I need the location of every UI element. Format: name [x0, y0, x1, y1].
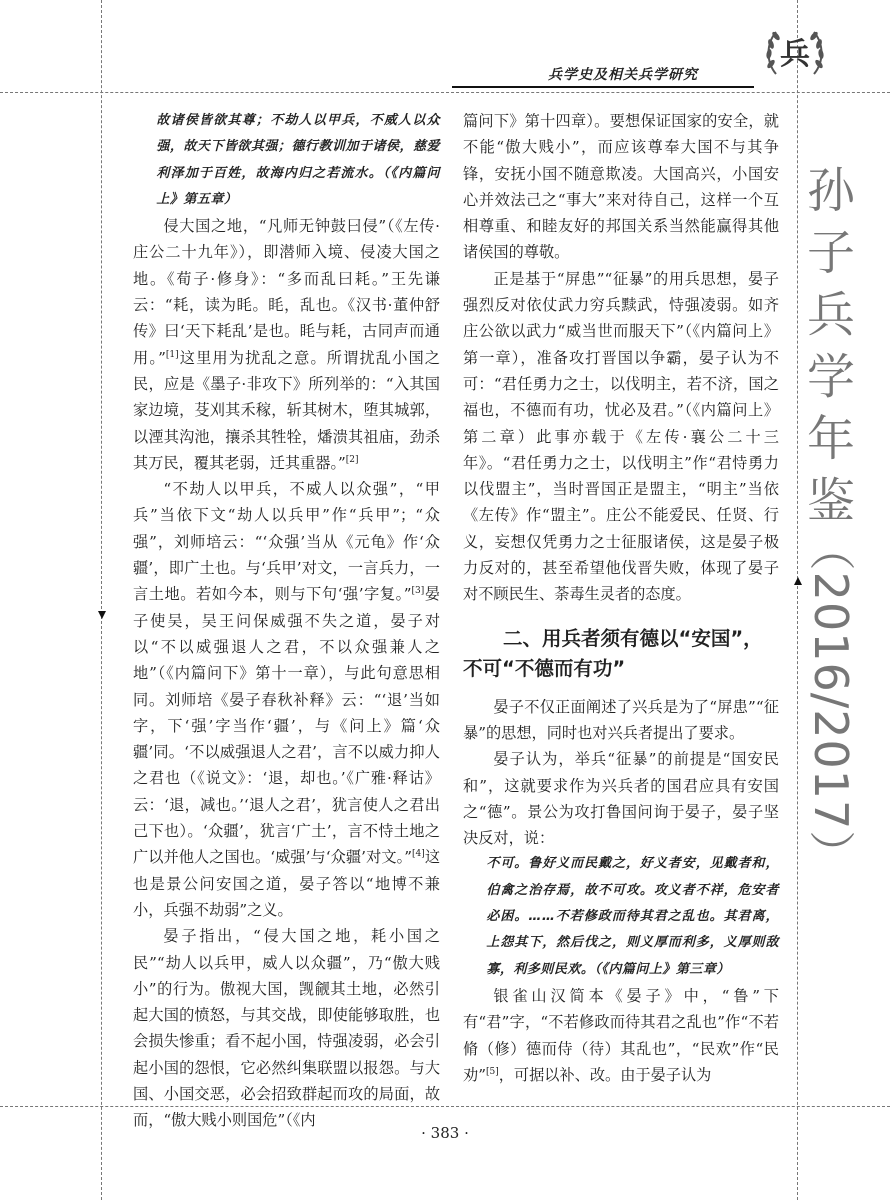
left-arrow-marker — [98, 611, 106, 619]
running-header-title: 兵学史及相关兵学研究 — [548, 67, 698, 83]
page-number: · 383 · — [421, 1124, 469, 1142]
footnote-ref: [5] — [485, 1066, 499, 1077]
logo-glyph: 兵 — [780, 37, 810, 72]
side-title-char: 孙 — [806, 163, 855, 219]
side-title-char: 兵 — [806, 287, 855, 343]
side-title-year: （2016/2017） — [804, 524, 858, 878]
body-paragraph: 晏子不仅正面阐述了兴兵是为了“屏患”“征暴”的思想，同时也对兴兵者提出了要求。 — [463, 697, 779, 742]
body-paragraph: 晏子指出，“侵大国之地，耗小国之民”“劫人以兵甲，威人以众疆”，乃“傲大贱小”的行为。傲视大国，觊觎其土地，必然引起大国的愤怒，与其交战，即使能够取胜，也会损失惨重；看不起小国，恃强凌弱，必会引起小国的怨恨，它必然纠集联盟以报怨。与大国、小国交恶，必会招致群起而攻的局面，故而，“傲大贱小则国危”（《内 — [133, 927, 440, 1130]
section-heading-line: 二、用兵者须有德以“安国”， — [503, 626, 763, 650]
body-paragraph: 侵大国之地，“凡师无钟鼓曰侵”（《左传·庄公二十九年》），即潜师入境、侵凌大国之地。《荀子·修身》：“多而乱曰耗。”王先谦云：“耗，读为眊。眊，乱也。《汉书·董仲舒传》曰‘天下耗乱’是也。眊与耗，古同声而通用。”[1]这里用为扰乱之意。所谓扰乱小国之民，应是《墨子·非攻下》所列举的：“入其国家边境，芟刈其禾稼，斩其树木，堕其城郭，以湮其沟池，攘杀其牲牷，燔溃其祖庙，劲杀其万民，覆其老弱，迁其重器。”[2] — [133, 217, 440, 472]
header-underline — [452, 86, 754, 88]
side-title-char: 子 — [806, 225, 855, 281]
body-paragraph: 银雀山汉简本《晏子》中，“鲁”下有“君”字，“不若修政而待其君之乱也”作“不若脩（修）德而侍（待）其乱也”，“民欢”作“民劝”[5]，可据以补、改。由于晏子认为 — [463, 986, 779, 1084]
footnote-ref: [3] — [411, 586, 425, 597]
side-book-title — [800, 160, 862, 878]
side-title-char: 年 — [806, 411, 855, 467]
body-paragraph-continued: 篇问下》第十四章）。要想保证国家的安全，就不能“傲大贱小”，而应该尊奉大国不与其争锋，安抚小国不随意欺凌。大国高兴，小国安心并效法己之“事大”来对待自己，这样一个互相尊重、和睦友好的邦国关系当然能赢得其他诸侯国的尊敬。 — [463, 112, 779, 262]
top-dashed-rule — [0, 92, 890, 93]
left-text-column — [133, 108, 440, 1134]
side-title-char: 学 — [806, 349, 855, 405]
section-heading — [463, 624, 779, 684]
block-quote: 不可。鲁好义而民戴之，好义者安，见戴者和，伯禽之治存焉，故不可攻。攻义者不祥，危安者必困。……不若修政而待其君之乱也。其君离，上怨其下，然后伐之，则义厚而利多，义厚则敌寡，利多则民欢。（《内篇问上》第三章） — [486, 856, 779, 977]
body-paragraph: 正是基于“屏患”“征暴”的用兵思想，晏子强烈反对依仗武力穷兵黩武，恃强凌弱。如齐庄公欲以武力“威当世而服天下”（《内篇问上》第一章），准备攻打晋国以争霸，晏子认为不可：“君任勇力之士，以伐明主，若不济，国之福也，不德而有功，忧必及君。”（《内篇问上》第二章）此事亦载于《左传·襄公二十三年》。“君任勇力之士，以伐明主”作“君恃勇力以伐盟主”，当时晋国正是盟主，“明主”当依《左传》作“盟主”。庄公不能爱民、任贤、行义，妄想仅凭勇力之士征服诸侯，这是晏子极力反对的，甚至希望他伐晋失败，体现了晏子对不顾民生、荼毒生灵者的态度。 — [463, 269, 779, 604]
left-dashed-rule — [101, 0, 102, 1200]
side-title-char: 鉴 — [806, 473, 855, 529]
block-quote: 故诸侯皆欲其尊；不劫人以甲兵，不威人以众强，故天下皆欲其强；德行教训加于诸侯，慈爱利泽加于百姓，故海内归之若流水。（《内篇问上》第五章） — [156, 113, 440, 207]
body-paragraph: “不劫人以甲兵，不威人以众强”，“甲兵”当依下文“劫人以兵甲”作“兵甲”；“众强”，刘师培云：“‘众强’当从《元龟》作‘众疆’，即广土也。与‘兵甲’对文，一言兵力，一言土地。若如今本，则与下句‘强’字复。”[3]晏子使吴，吴王问保威强不失之道，晏子对以“不以威强退人之君，不以众强兼人之地”（《内篇问下》第十一章），与此句意思相同。刘师培《晏子春秋补释》云：“‘退’当如字，下‘强’字当作‘疆’，与《问上》篇‘众疆’同。‘不以威强退人之君’，言不以威力抑人之君也（《说文》：‘退，却也。’《广雅·释诂》云：‘退，减也。’‘退人之君’，犹言使人之君出己下也）。‘众疆’，犹言‘广土’，言不恃土地之广以并他人之国也。‘威强’与‘众疆’对文。”[4]这也是景公问安国之道，晏子答以“地博不兼小，兵强不劫弱”之义。 — [133, 480, 441, 919]
footnote-ref: [2] — [345, 454, 359, 465]
body-paragraph: 晏子认为，举兵“征暴”的前提是“国安民和”，这就要求作为兴兵者的国君应具有安国之“德”。景公为攻打鲁国问询于晏子，晏子坚决反对，说： — [463, 750, 779, 848]
section-heading-line: 不可“不德而有功” — [463, 656, 626, 680]
right-dashed-rule — [797, 0, 798, 1200]
footnote-ref: [4] — [412, 849, 425, 860]
footnote-ref: [1] — [165, 349, 179, 360]
laurel-emblem-logo — [762, 20, 828, 86]
right-text-column — [463, 108, 779, 1088]
side-title-year-box — [800, 524, 862, 878]
